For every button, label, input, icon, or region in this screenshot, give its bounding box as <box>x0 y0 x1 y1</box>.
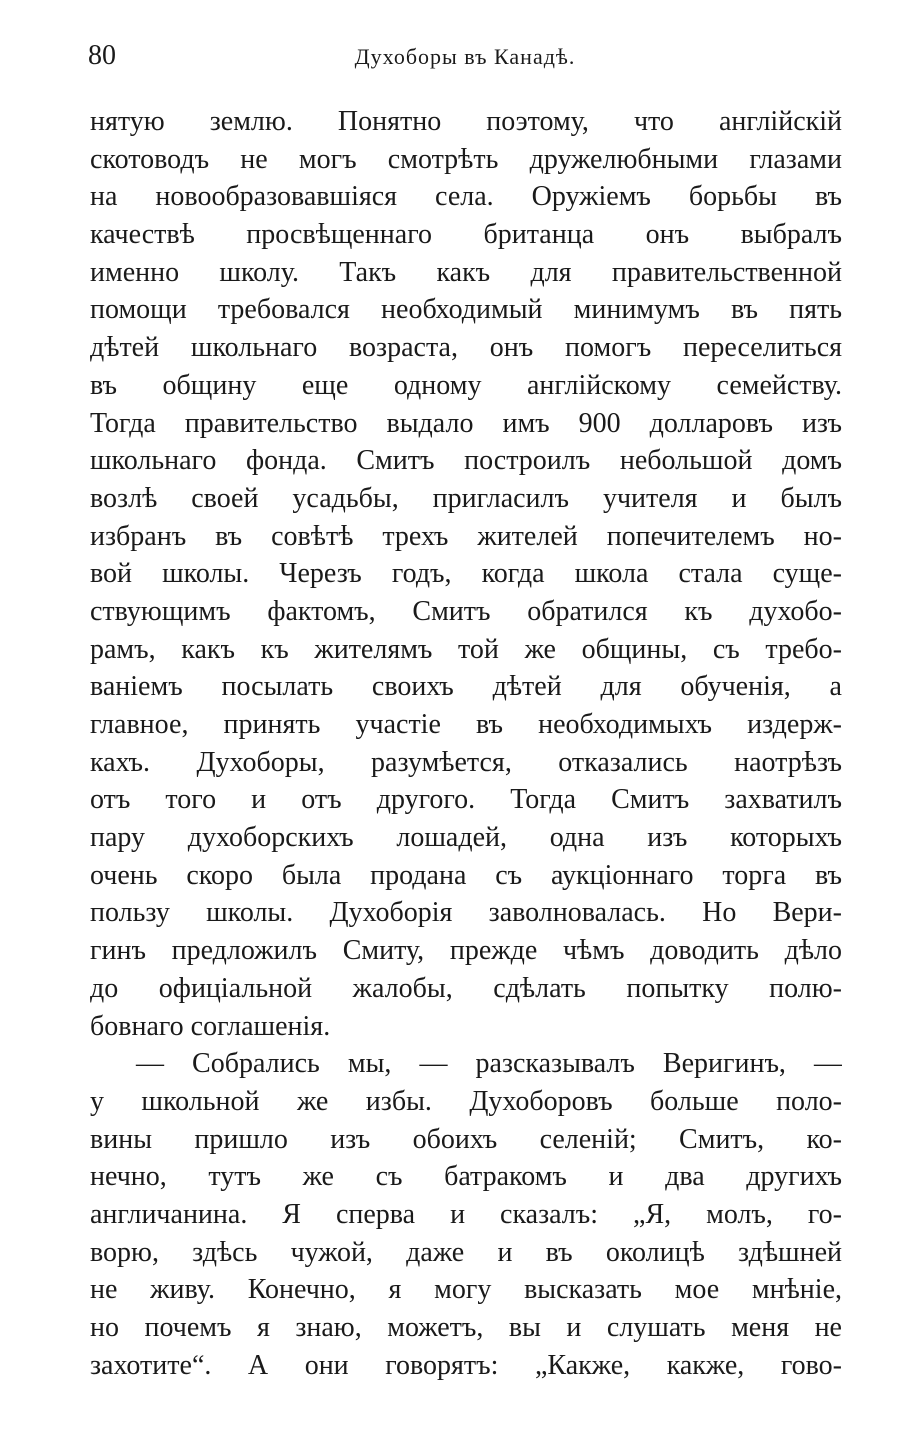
paragraph-start-line: — Собрались мы, — разсказывалъ Веригинъ, — <box>136 1048 842 1080</box>
running-title: Духоборы въ Канадѣ. <box>354 44 576 69</box>
text-line: нятую землю. Понятно поэтому, что англійскій <box>90 106 842 137</box>
text-line: пару духоборскихъ лошадей, одна изъ которыхъ <box>90 822 842 854</box>
text-line: вины пришло изъ обоихъ селеній; Смитъ, ко- <box>90 1123 842 1155</box>
text-line: нечно, тутъ же съ батракомъ и два другихъ <box>90 1161 842 1193</box>
text-line: но почемъ я знаю, можетъ, вы и слушать меня не <box>90 1312 842 1343</box>
text-line: школьнаго фонда. Смитъ построилъ небольшой домъ <box>90 445 842 477</box>
text-line: до офиціальной жалобы, сдѣлать попытку полю- <box>90 972 842 1004</box>
page-header <box>88 40 842 80</box>
text-line: гинъ предложилъ Смиту, прежде чѣмъ доводить дѣло <box>90 935 842 967</box>
text-line: рамъ, какъ къ жителямъ той же общины, съ требо- <box>90 633 842 665</box>
text-line: качествѣ просвѣщеннаго британца онъ выбралъ <box>90 219 842 251</box>
text-line: избранъ въ совѣтѣ трехъ жителей попечителемъ но- <box>90 520 842 552</box>
text-line: вой школы. Черезъ годъ, когда школа стала суще- <box>90 558 842 590</box>
text-line: дѣтей школьнаго возраста, онъ помогъ переселиться <box>90 332 842 364</box>
text-line: не живу. Конечно, я могу высказать мое мнѣніе, <box>90 1274 842 1306</box>
text-line: возлѣ своей усадьбы, пригласилъ учителя и былъ <box>90 482 842 514</box>
text-line: у школьной же избы. Духоборовъ больше поло- <box>90 1085 842 1117</box>
text-line: кахъ. Духоборы, разумѣется, отказались наотрѣзъ <box>90 746 842 778</box>
body-text <box>90 103 842 1384</box>
text-line: на новообразовавшіяся села. Оружіемъ борьбы въ <box>90 181 842 213</box>
text-line: очень скоро была продана съ аукціоннаго торга въ <box>90 859 842 891</box>
text-line: Тогда правительство выдало имъ 900 долларовъ изъ <box>90 407 842 439</box>
text-line: ствующимъ фактомъ, Смитъ обратился къ духобо- <box>90 595 842 627</box>
text-line: въ общину еще одному англійскому семейству. <box>90 369 842 401</box>
text-line: скотоводъ не могъ смотрѣть дружелюбными глазами <box>90 143 842 175</box>
page-number: 80 <box>88 40 116 71</box>
paragraph-end-line: бовнаго соглашенія. <box>90 1010 331 1042</box>
text-line: англичанина. Я сперва и сказалъ: „Я, молъ, го- <box>90 1198 842 1230</box>
text-line: отъ того и отъ другого. Тогда Смитъ захватилъ <box>90 784 842 816</box>
text-line: главное, принять участіе въ необходимыхъ издерж- <box>90 709 842 740</box>
text-line: помощи требовался необходимый минимумъ въ пять <box>90 294 842 326</box>
text-line: пользу школы. Духоборія заволновалась. Но Вери- <box>90 897 842 929</box>
text-line: ворю, здѣсь чужой, даже и въ околицѣ здѣшней <box>90 1236 842 1268</box>
text-line: именно школу. Такъ какъ для правительственной <box>90 256 842 288</box>
text-line: захотите“. А они говорятъ: „Какже, какже, гово- <box>90 1349 842 1381</box>
text-line: ваніемъ посылать своихъ дѣтей для обученія, а <box>90 671 842 703</box>
